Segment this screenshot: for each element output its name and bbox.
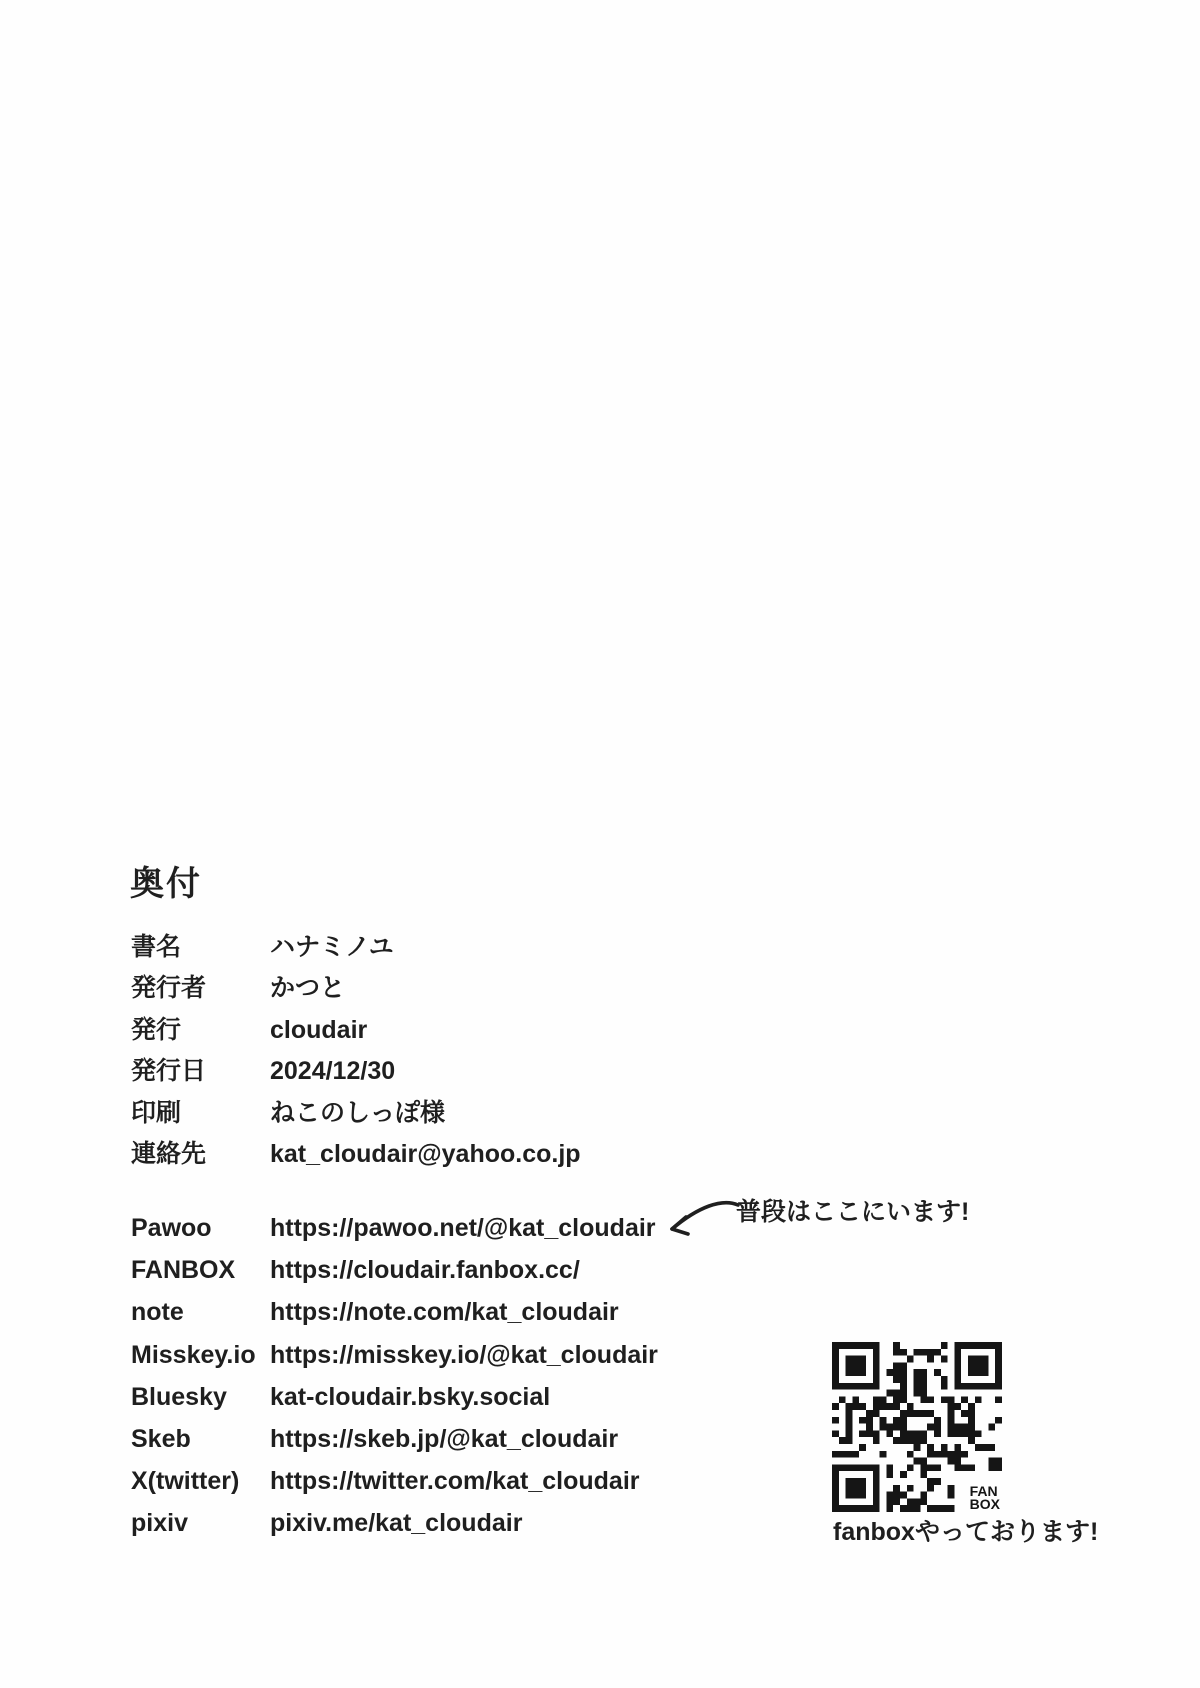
row-label: Pawoo	[131, 1214, 212, 1242]
row-value: https://cloudair.fanbox.cc/	[270, 1256, 580, 1285]
row-value: ハナミノユ	[270, 933, 394, 961]
table-row	[131, 1249, 658, 1291]
row-value: pixiv.me/kat_cloudair	[270, 1509, 523, 1538]
row-value: ねこのしっぽ様	[270, 1098, 446, 1127]
row-label: note	[131, 1298, 184, 1327]
row-value: かつと	[270, 974, 346, 1003]
table-row	[131, 1207, 658, 1249]
row-label: 発行	[131, 1015, 182, 1044]
page-title: 奥付	[130, 865, 202, 903]
fanbox-qr-code	[832, 1342, 1002, 1512]
row-label: pixiv	[131, 1509, 188, 1538]
table-row	[131, 1291, 658, 1333]
row-label: Bluesky	[131, 1382, 227, 1411]
table-row	[131, 1460, 658, 1502]
row-value: cloudair	[270, 1015, 368, 1044]
row-label: 発行日	[131, 1057, 207, 1086]
social-links-table	[131, 1207, 658, 1545]
hand-drawn-arrow-icon	[662, 1196, 744, 1244]
row-value: kat-cloudair.bsky.social	[270, 1382, 551, 1411]
table-row	[131, 1051, 581, 1092]
table-row	[131, 1093, 581, 1134]
row-value: https://note.com/kat_cloudair	[270, 1298, 619, 1327]
row-label: 書名	[131, 933, 182, 961]
table-row	[131, 1334, 658, 1376]
row-label: X(twitter)	[131, 1467, 240, 1496]
table-row	[131, 1010, 581, 1051]
table-row	[131, 968, 581, 1009]
row-label: 発行者	[131, 974, 207, 1003]
qr-caption: fanboxやっております!	[833, 1518, 1099, 1546]
row-label: Skeb	[131, 1424, 191, 1453]
colophon-info-table	[131, 927, 581, 1175]
row-value: 2024/12/30	[270, 1057, 396, 1086]
table-row	[131, 1418, 658, 1460]
row-label: Misskey.io	[131, 1340, 256, 1369]
row-label: FANBOX	[131, 1256, 236, 1285]
table-row	[131, 927, 581, 968]
row-value: https://twitter.com/kat_cloudair	[270, 1467, 640, 1496]
row-value: kat_cloudair@yahoo.co.jp	[270, 1139, 581, 1168]
row-value: https://skeb.jp/@kat_cloudair	[270, 1424, 619, 1453]
row-label: 連絡先	[131, 1139, 207, 1168]
fanbox-logo-line2: BOX	[969, 1496, 1000, 1512]
handwritten-note: 普段はここにいます!	[736, 1198, 970, 1226]
table-row	[131, 1376, 658, 1418]
row-value: https://pawoo.net/@kat_cloudair	[270, 1214, 656, 1242]
fanbox-logo-label	[967, 1483, 1000, 1512]
row-value: https://misskey.io/@kat_cloudair	[270, 1340, 658, 1369]
table-row	[131, 1134, 581, 1175]
table-row	[131, 1502, 658, 1544]
fanbox-logo-line1: FAN	[969, 1483, 998, 1499]
row-label: 印刷	[131, 1098, 182, 1127]
